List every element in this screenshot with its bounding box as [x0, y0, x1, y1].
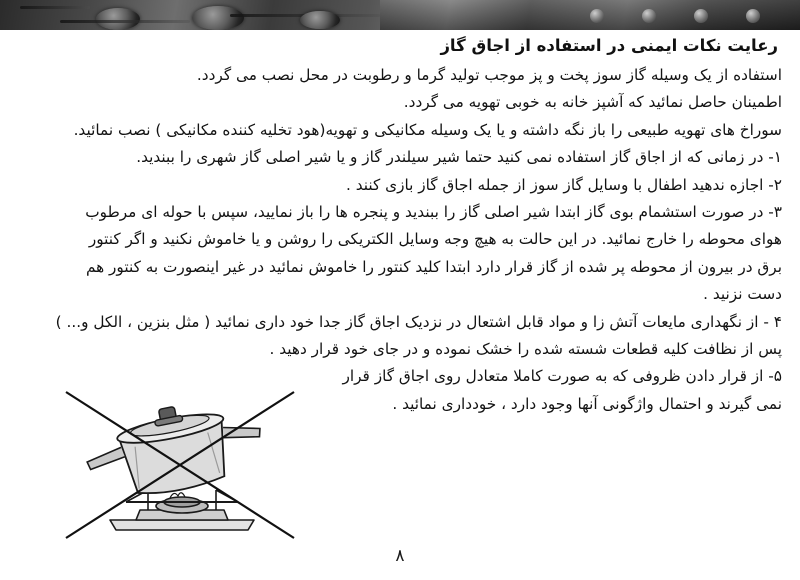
document-page	[0, 30, 800, 580]
safety-item-line: ۵- از قرار دادن ظروفی که به صورت کاملا متعادل روی اجاق گاز قرار	[342, 367, 782, 386]
burner-ring	[300, 11, 340, 29]
intro-line: اطمینان حاصل نمائید که آشپز خانه به خوبی تهویه می گردد.	[403, 93, 782, 112]
burner-ring	[96, 8, 140, 30]
safety-item-line: ۴ - از نگهداری مایعات آتش زا و مواد قابل اشتعال در نزدیک اجاق گاز جدا خود داری نمائید ( مثل بنزین ، الکل و... )	[55, 312, 782, 331]
safety-item-line: برق در بیرون از محوطه پر شده از گاز قرار دارد ابتدا کلید کنتور را خاموش نمائید در غیر اینصورت به کنتور هم	[85, 257, 782, 276]
safety-item-3	[20, 199, 782, 308]
safety-item-line: ۳- در صورت استشمام بوی گاز ابتدا شیر اصلی گاز را ببندید و پنجره ها را باز نمایید، سپس با حوله ای مرطوب	[85, 203, 782, 222]
burner-grate-bar	[60, 20, 190, 23]
safety-item-4	[20, 309, 782, 363]
safety-instructions-body	[20, 62, 782, 418]
burner-ring	[192, 6, 244, 30]
control-knob	[642, 9, 656, 23]
safety-item-line: ۲- اجازه ندهید اطفال با وسایل گاز سوز از جمله اجاق گاز بازی کنند .	[345, 175, 782, 194]
burner-grate-bar	[20, 6, 90, 9]
intro-paragraph	[20, 62, 782, 143]
safety-item-line: دست نزنید .	[703, 285, 782, 304]
prohibited-pot-illustration	[52, 378, 312, 553]
intro-line: سوراخ های تهویه طبیعی را باز نگه داشته و یا یک وسیله مکانیکی و تهویه(هود تخلیه کننده مکانیکی ) نصب نمائید.	[73, 120, 782, 139]
safety-item-1	[20, 144, 782, 170]
page-number: ۸	[395, 546, 405, 566]
control-knob	[746, 9, 760, 23]
safety-item-line: ۱- در زمانی که از اجاق گاز استفاده نمی کنید حتما شیر سیلندر گاز و یا شیر اصلی گاز شهری را ببندید.	[136, 148, 782, 167]
safety-item-2	[20, 172, 782, 198]
intro-line: استفاده از یک وسیله گاز سوز پخت و پز موجب تولید گرما و رطوبت در محل نصب می گردد.	[196, 66, 782, 84]
page-title: رعایت نکات ایمنی در استفاده از اجاق گاز	[440, 36, 778, 55]
safety-item-line: هوای محوطه را خارج نمائید. در این حالت به هیچ وجه وسایل الکتریکی را روشن و یا خاموش نکنید و اگر کنتور	[88, 230, 782, 249]
safety-item-line: پس از نظافت کلیه قطعات شسته شده را خشک نموده و در جای خود قرار دهید .	[269, 340, 782, 359]
stove-photo-band	[0, 0, 800, 30]
control-knob	[590, 9, 604, 23]
safety-item-line: نمی گیرند و احتمال واژگونی آنها وجود دارد ، خودداری نمائید .	[392, 394, 782, 413]
control-knob	[694, 9, 708, 23]
